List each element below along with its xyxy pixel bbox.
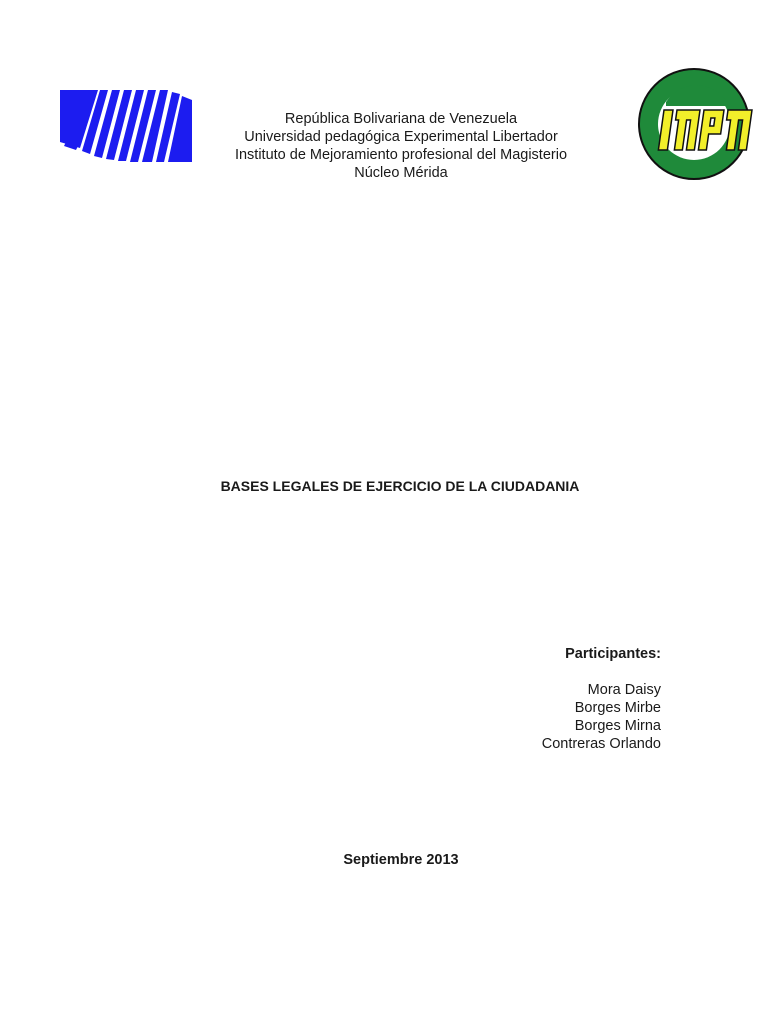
header-line-country: República Bolivariana de Venezuela	[284, 111, 518, 127]
header-line-university: Universidad pedagógica Experimental Libertador	[244, 129, 558, 145]
header-line-institute: Instituto de Mejoramiento profesional del Magisterio	[234, 147, 568, 163]
ipm-logo-icon	[636, 66, 754, 182]
upel-logo-icon	[60, 88, 192, 162]
participants-block	[542, 645, 661, 753]
header-line-campus: Núcleo Mérida	[354, 165, 448, 181]
document-date: Septiembre 2013	[343, 852, 459, 868]
institution-header	[200, 110, 602, 182]
participant-name: Contreras Orlando	[541, 736, 661, 752]
participants-label: Participantes:	[565, 646, 661, 662]
document-title: BASES LEGALES DE EJERCICIO DE LA CIUDADANIA	[220, 478, 580, 494]
participant-name: Borges Mirbe	[574, 700, 661, 716]
participant-name: Borges Mirna	[574, 718, 661, 734]
participant-name: Mora Daisy	[587, 682, 661, 698]
